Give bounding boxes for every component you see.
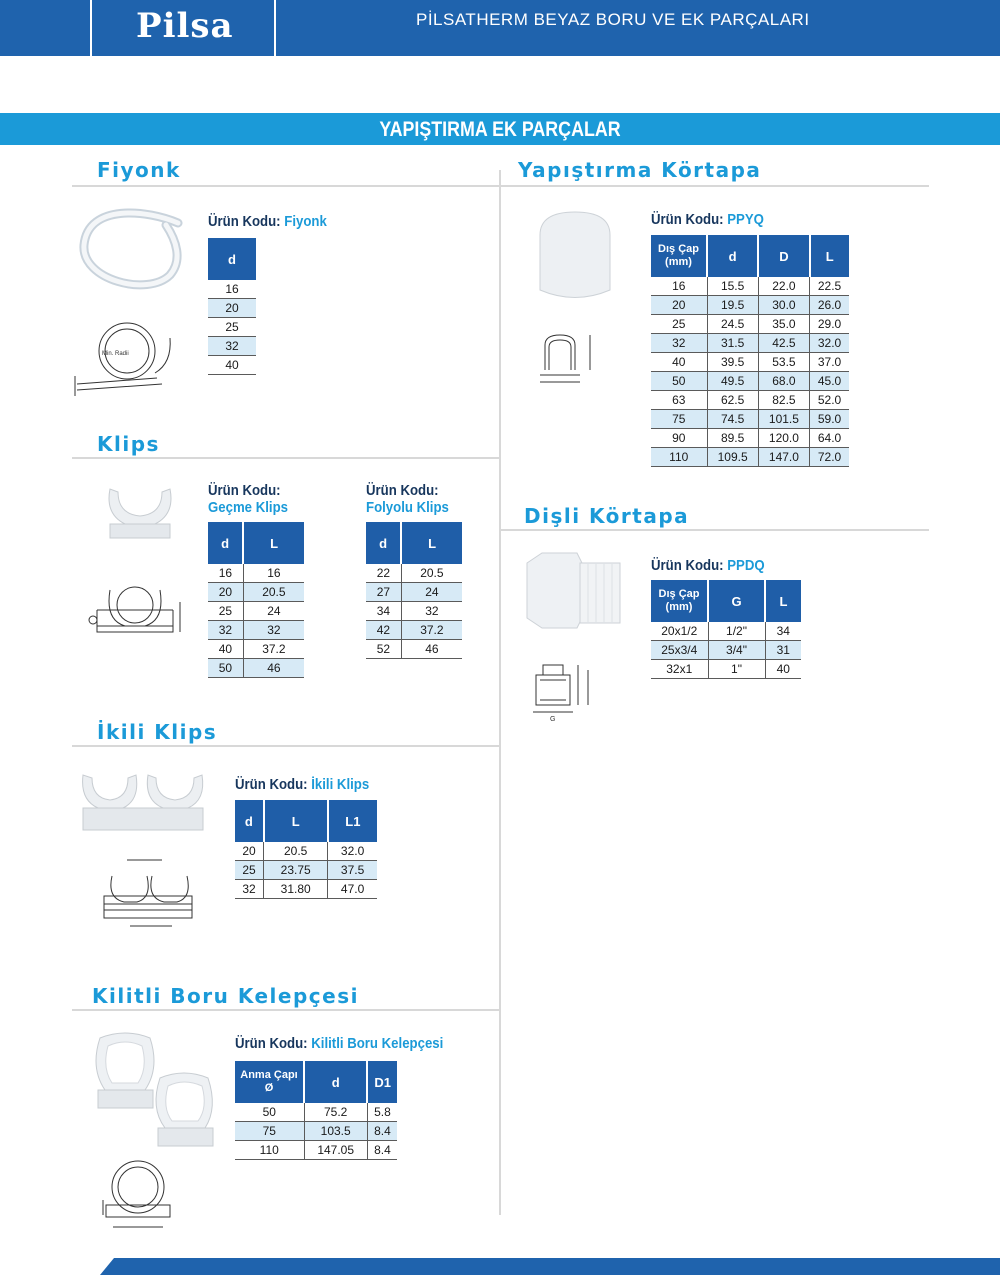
table-cell: 20.5: [401, 564, 462, 583]
kilitli-photo: [90, 1028, 220, 1153]
table-cell: 64.0: [810, 429, 849, 448]
table-cell: 101.5: [758, 410, 809, 429]
table-cell: 25: [208, 318, 256, 337]
ikili-klips-photo: [78, 770, 208, 835]
table-cell: 32: [235, 880, 264, 899]
table-cell: 52.0: [810, 391, 849, 410]
table-cell: 22.5: [810, 277, 849, 296]
column-header: G: [708, 580, 765, 622]
kilitli-drawing: [98, 1155, 178, 1240]
table-cell: 25x3/4: [651, 641, 708, 660]
folyolu-klips-table: [366, 522, 462, 659]
table-row: [208, 564, 304, 583]
table-row: [651, 641, 801, 660]
table-cell: 63: [651, 391, 707, 410]
header-title: PİLSATHERM BEYAZ BORU VE EK PARÇALARI: [416, 10, 810, 29]
table-row: [235, 861, 377, 880]
table-cell: 1/2": [708, 622, 765, 641]
table-cell: 47.0: [328, 880, 377, 899]
table-cell: 22: [366, 564, 401, 583]
table-cell: 40: [651, 353, 707, 372]
table-cell: 62.5: [707, 391, 758, 410]
table-cell: 103.5: [304, 1122, 367, 1141]
column-divider: [499, 170, 501, 1215]
ikili-klips-product-code: Ürün Kodu: İkili Klips: [235, 776, 370, 793]
table-row: [366, 583, 462, 602]
table-cell: 39.5: [707, 353, 758, 372]
column-header: Dış Çap (mm): [651, 235, 707, 277]
column-header: L1: [328, 800, 377, 842]
table-cell: 20x1/2: [651, 622, 708, 641]
kortapa-product-code: Ürün Kodu: PPYQ: [651, 211, 764, 228]
disli-photo: [522, 548, 627, 633]
fiyonk-table: [208, 238, 256, 375]
table-cell: 42.5: [758, 334, 809, 353]
table-row: [651, 315, 849, 334]
table-cell: 20: [235, 842, 264, 861]
table-cell: 3/4": [708, 641, 765, 660]
table-cell: 90: [651, 429, 707, 448]
table-cell: 31.80: [264, 880, 328, 899]
column-header: D1: [367, 1061, 397, 1103]
table-row: [651, 410, 849, 429]
fiyonk-photo: [78, 205, 188, 300]
table-cell: 72.0: [810, 448, 849, 467]
column-header: L: [401, 522, 462, 564]
table-row: [366, 621, 462, 640]
table-cell: 37.2: [243, 640, 304, 659]
table-cell: 32: [401, 602, 462, 621]
table-row: [208, 337, 256, 356]
table-cell: 40: [765, 660, 801, 679]
table-cell: 109.5: [707, 448, 758, 467]
table-cell: 147.05: [304, 1141, 367, 1160]
table-cell: 19.5: [707, 296, 758, 315]
table-row: [235, 1103, 397, 1122]
table-row: [651, 277, 849, 296]
table-row: [208, 356, 256, 375]
table-cell: 50: [208, 659, 243, 678]
disli-drawing: [528, 660, 618, 725]
table-cell: 110: [235, 1141, 304, 1160]
banner-title: YAPIŞTIRMA EK PARÇALAR: [379, 118, 621, 141]
table-cell: 32: [243, 621, 304, 640]
column-header: d: [366, 522, 401, 564]
column-header: d: [235, 800, 264, 842]
table-cell: 20: [208, 583, 243, 602]
table-cell: 37.5: [328, 861, 377, 880]
table-cell: 75.2: [304, 1103, 367, 1122]
fiyonk-rule: [72, 185, 499, 187]
disli-heading: Dişli Körtapa: [524, 504, 690, 528]
table-cell: 22.0: [758, 277, 809, 296]
klips-drawing: [85, 580, 185, 640]
table-cell: 68.0: [758, 372, 809, 391]
folyolu-klips-product-code: Ürün Kodu: Folyolu Klips: [366, 482, 449, 516]
table-row: [208, 640, 304, 659]
table-cell: 32: [651, 334, 707, 353]
table-cell: 16: [651, 277, 707, 296]
table-cell: 52: [366, 640, 401, 659]
table-row: [366, 640, 462, 659]
table-row: [366, 602, 462, 621]
table-row: [208, 659, 304, 678]
table-cell: 40: [208, 356, 256, 375]
table-cell: 20: [208, 299, 256, 318]
table-cell: 20.5: [243, 583, 304, 602]
table-cell: 34: [366, 602, 401, 621]
table-cell: 110: [651, 448, 707, 467]
geçme-klips-product-code: Ürün Kodu: Geçme Klips: [208, 482, 288, 516]
table-row: [208, 621, 304, 640]
table-cell: 20: [651, 296, 707, 315]
table-cell: 1": [708, 660, 765, 679]
kilitli-rule: [72, 1009, 499, 1011]
table-cell: 26.0: [810, 296, 849, 315]
table-cell: 32.0: [328, 842, 377, 861]
disli-drawing-label: G: [550, 716, 556, 723]
table-cell: 31.5: [707, 334, 758, 353]
ikili-klips-table: [235, 800, 377, 899]
kilitli-table: [235, 1061, 397, 1160]
table-cell: 32.0: [810, 334, 849, 353]
table-row: [208, 299, 256, 318]
table-cell: 25: [208, 602, 243, 621]
column-header: L: [264, 800, 328, 842]
table-row: [651, 660, 801, 679]
disli-product-code: Ürün Kodu: PPDQ: [651, 557, 765, 574]
kortapa-heading: Yapıştırma Körtapa: [518, 158, 762, 182]
ikili-klips-drawing: [92, 858, 202, 936]
page-footer: [100, 1258, 1000, 1275]
kortapa-drawing: [535, 330, 610, 390]
disli-table: [651, 580, 801, 679]
table-cell: 46: [243, 659, 304, 678]
fiyonk-drawing-label: Min. Radii: [102, 351, 129, 357]
table-cell: 31: [765, 641, 801, 660]
klips-photo: [100, 484, 180, 544]
table-row: [651, 429, 849, 448]
kortapa-rule: [501, 185, 929, 187]
table-cell: 24: [401, 583, 462, 602]
brand-logo: Pilsa: [136, 6, 234, 46]
table-cell: 147.0: [758, 448, 809, 467]
table-cell: 24: [243, 602, 304, 621]
table-cell: 5.8: [367, 1103, 397, 1122]
table-cell: 40: [208, 640, 243, 659]
table-row: [651, 372, 849, 391]
table-cell: 16: [243, 564, 304, 583]
table-cell: 8.4: [367, 1122, 397, 1141]
table-cell: 8.4: [367, 1141, 397, 1160]
geçme-klips-table: [208, 522, 304, 678]
table-row: [651, 448, 849, 467]
table-cell: 15.5: [707, 277, 758, 296]
ikili-klips-rule: [72, 745, 499, 747]
table-cell: 75: [651, 410, 707, 429]
table-cell: 59.0: [810, 410, 849, 429]
klips-heading: Klips: [97, 432, 160, 456]
kortapa-photo: [535, 210, 615, 305]
column-header: Dış Çap (mm): [651, 580, 708, 622]
table-cell: 50: [651, 372, 707, 391]
table-cell: 75: [235, 1122, 304, 1141]
table-cell: 74.5: [707, 410, 758, 429]
table-cell: 25: [235, 861, 264, 880]
table-cell: 34: [765, 622, 801, 641]
table-row: [235, 1141, 397, 1160]
table-cell: 49.5: [707, 372, 758, 391]
column-header: L: [765, 580, 801, 622]
table-row: [651, 353, 849, 372]
table-cell: 25: [651, 315, 707, 334]
table-row: [208, 318, 256, 337]
table-cell: 23.75: [264, 861, 328, 880]
disli-rule: [501, 529, 929, 531]
footer-corner: [100, 1258, 114, 1275]
fiyonk-product-code: Ürün Kodu: Fiyonk: [208, 213, 327, 230]
kilitli-heading: Kilitli Boru Kelepçesi: [92, 984, 359, 1008]
column-header: d: [208, 522, 243, 564]
table-cell: 16: [208, 564, 243, 583]
table-cell: 16: [208, 280, 256, 299]
table-cell: 120.0: [758, 429, 809, 448]
table-cell: 29.0: [810, 315, 849, 334]
table-cell: 20.5: [264, 842, 328, 861]
fiyonk-col-header: d: [208, 238, 256, 280]
table-cell: 27: [366, 583, 401, 602]
kortapa-table: [651, 235, 849, 467]
table-row: [208, 280, 256, 299]
table-cell: 35.0: [758, 315, 809, 334]
table-row: [651, 334, 849, 353]
table-cell: 53.5: [758, 353, 809, 372]
table-row: [366, 564, 462, 583]
column-header: D: [758, 235, 809, 277]
table-row: [235, 880, 377, 899]
table-cell: 32x1: [651, 660, 708, 679]
table-cell: 37.2: [401, 621, 462, 640]
column-header: Anma Çapı Ø: [235, 1061, 304, 1103]
table-cell: 32: [208, 337, 256, 356]
table-row: [651, 296, 849, 315]
table-cell: 50: [235, 1103, 304, 1122]
table-row: [651, 391, 849, 410]
table-cell: 89.5: [707, 429, 758, 448]
table-cell: 30.0: [758, 296, 809, 315]
column-header: d: [707, 235, 758, 277]
table-cell: 42: [366, 621, 401, 640]
kilitli-product-code: Ürün Kodu: Kilitli Boru Kelepçesi: [235, 1035, 444, 1052]
table-row: [208, 602, 304, 621]
table-cell: 24.5: [707, 315, 758, 334]
fiyonk-heading: Fiyonk: [97, 158, 181, 182]
klips-rule: [72, 457, 499, 459]
table-cell: 45.0: [810, 372, 849, 391]
table-cell: 82.5: [758, 391, 809, 410]
table-cell: 37.0: [810, 353, 849, 372]
table-cell: 46: [401, 640, 462, 659]
column-header: L: [243, 522, 304, 564]
table-row: [208, 583, 304, 602]
table-cell: 32: [208, 621, 243, 640]
table-row: [235, 1122, 397, 1141]
table-row: [235, 842, 377, 861]
table-row: [651, 622, 801, 641]
ikili-klips-heading: İkili Klips: [97, 720, 218, 744]
fiyonk-drawing: [72, 318, 182, 396]
column-header: L: [810, 235, 849, 277]
column-header: d: [304, 1061, 367, 1103]
